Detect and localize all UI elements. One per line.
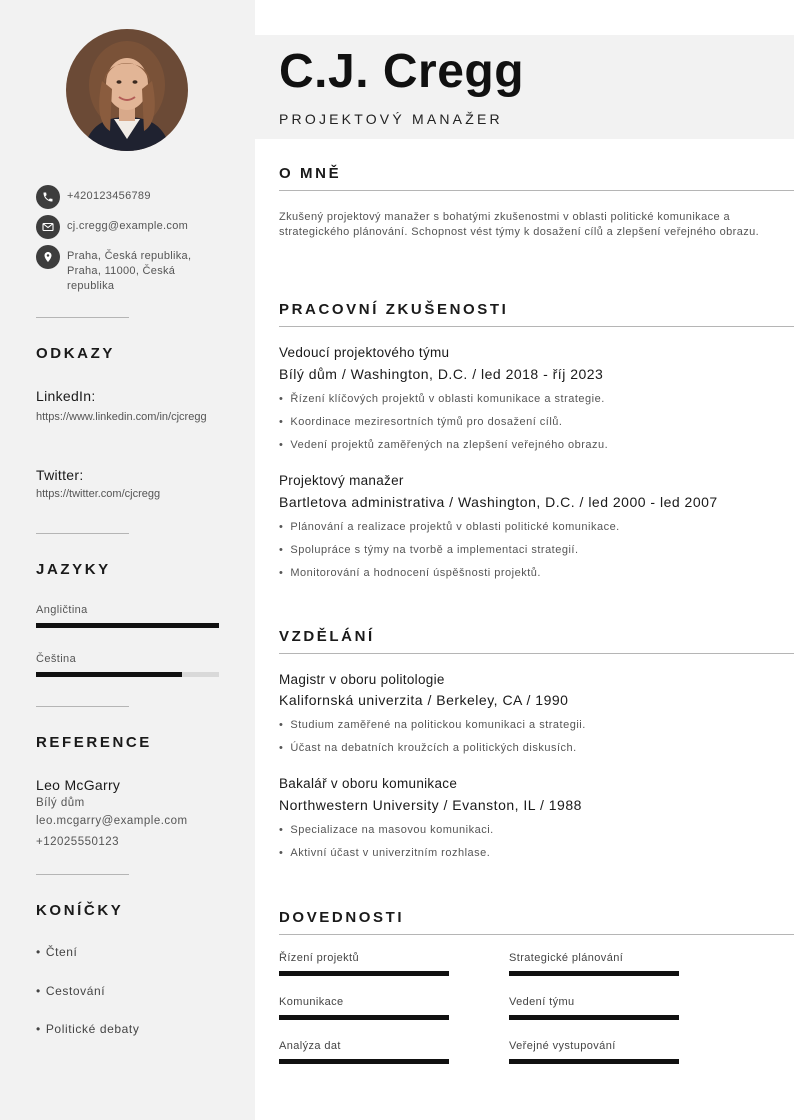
job-bullet: • Monitorování a hodnocení úspěšnosti projektů.	[279, 567, 541, 579]
language-level-fill	[36, 623, 219, 628]
skill-level-bar	[279, 971, 449, 976]
job-title: Vedoucí projektového týmu	[279, 345, 450, 360]
linkedin-label: LinkedIn:	[36, 388, 96, 404]
contact-email	[36, 215, 226, 239]
hobby-label: Politické debaty	[45, 1022, 140, 1036]
reference-name: Leo McGarry	[36, 777, 121, 793]
reference-email[interactable]: leo.mcgarry@example.com	[36, 815, 188, 827]
degree-meta: Northwestern University / Evanston, IL / 1988	[279, 797, 582, 813]
job-bullet: • Řízení klíčových projektů v oblasti komunikace a strategie.	[279, 393, 605, 405]
divider	[36, 533, 129, 534]
mail-icon	[36, 215, 60, 239]
phone-icon	[36, 185, 60, 209]
section-rule	[279, 326, 794, 327]
degree-bullet: • Účast na debatních kroužcích a politických diskusích.	[279, 742, 577, 754]
degree-bullet: • Aktivní účast v univerzitním rozhlase.	[279, 847, 491, 859]
languages-heading: JAZYKY	[36, 561, 111, 578]
hobby-label: Čtení	[45, 945, 78, 959]
skill-name: Komunikace	[279, 996, 344, 1008]
email-text: cj.cregg@example.com	[67, 220, 189, 232]
degree-title: Magistr v oboru politologie	[279, 672, 445, 687]
skills-heading: DOVEDNOSTI	[279, 909, 405, 926]
job-bullet: • Koordinace meziresortních týmů pro dosažení cílů.	[279, 416, 563, 428]
degree-title: Bakalář v oboru komunikace	[279, 776, 458, 791]
section-rule	[279, 653, 794, 654]
language-level-bar	[36, 623, 219, 628]
linkedin-link[interactable]: https://www.linkedin.com/in/cjcregg	[36, 411, 207, 423]
about-text: Zkušený projektový manažer s bohatými zkušenostmi v oblasti politické komunikace a strategického plánování. Schopnost vést týmy k dosažení cílů a zlepšení veřejného obrazu.	[279, 211, 760, 238]
hobbies-heading: KONÍČKY	[36, 902, 124, 919]
skill-name: Vedení týmu	[509, 996, 575, 1008]
divider	[36, 706, 129, 707]
contact-phone	[36, 185, 226, 209]
job-bullet: • Spolupráce s týmy na tvorbě a implementaci strategií.	[279, 544, 579, 556]
job-title: Projektový manažer	[279, 473, 404, 488]
location-pin-icon	[36, 245, 60, 269]
divider	[36, 317, 129, 318]
skill-level-bar	[509, 1059, 679, 1064]
degree-bullet: • Specializace na masovou komunikaci.	[279, 824, 494, 836]
degree-bullet: • Studium zaměřené na politickou komunikaci a strategii.	[279, 719, 586, 731]
hobby-item: • Čtení	[36, 945, 78, 959]
language-level-fill	[36, 672, 182, 677]
address-text: Praha, Česká republika, Praha, 11000, Česká republika	[67, 250, 192, 292]
skill-level-bar	[279, 1015, 449, 1020]
job-bullet: • Vedení projektů zaměřených na zlepšení veřejného obrazu.	[279, 439, 609, 451]
references-heading: REFERENCE	[36, 734, 152, 751]
skill-name: Analýza dat	[279, 1040, 341, 1052]
education-heading: VZDĚLÁNÍ	[279, 628, 375, 645]
twitter-link[interactable]: https://twitter.com/cjcregg	[36, 488, 161, 500]
person-name: C.J. Cregg	[279, 45, 525, 98]
contact-address	[36, 245, 226, 294]
language-level-bar	[36, 672, 219, 677]
hobby-label: Cestování	[45, 984, 106, 998]
skill-level-bar	[509, 1015, 679, 1020]
person-role: PROJEKTOVÝ MANAŽER	[279, 111, 503, 127]
divider	[36, 874, 129, 875]
skill-level-bar	[279, 1059, 449, 1064]
about-heading: O MNĚ	[279, 165, 342, 182]
phone-text: +420123456789	[67, 190, 151, 202]
hobby-item: • Politické debaty	[36, 1022, 140, 1036]
skill-name: Řízení projektů	[279, 952, 359, 964]
degree-meta: Kalifornská univerzita / Berkeley, CA / 1990	[279, 692, 569, 708]
language-name: Angličtina	[36, 604, 88, 616]
job-meta: Bílý dům / Washington, D.C. / led 2018 - říj 2023	[279, 366, 604, 382]
avatar	[66, 29, 188, 151]
experience-heading: PRACOVNÍ ZKUŠENOSTI	[279, 301, 509, 318]
job-bullet: • Plánování a realizace projektů v oblasti politické komunikace.	[279, 521, 620, 533]
reference-org: Bílý dům	[36, 797, 85, 809]
section-rule	[279, 190, 794, 191]
hobby-item: • Cestování	[36, 984, 106, 998]
skill-name: Veřejné vystupování	[509, 1040, 616, 1052]
skill-level-bar	[509, 971, 679, 976]
links-heading: ODKAZY	[36, 345, 115, 362]
reference-phone: +12025550123	[36, 836, 120, 848]
sidebar	[0, 0, 255, 1120]
section-rule	[279, 934, 794, 935]
skill-name: Strategické plánování	[509, 952, 624, 964]
job-meta: Bartletova administrativa / Washington, D.C. / led 2000 - led 2007	[279, 494, 718, 510]
twitter-label: Twitter:	[36, 467, 84, 483]
language-name: Čeština	[36, 653, 77, 665]
